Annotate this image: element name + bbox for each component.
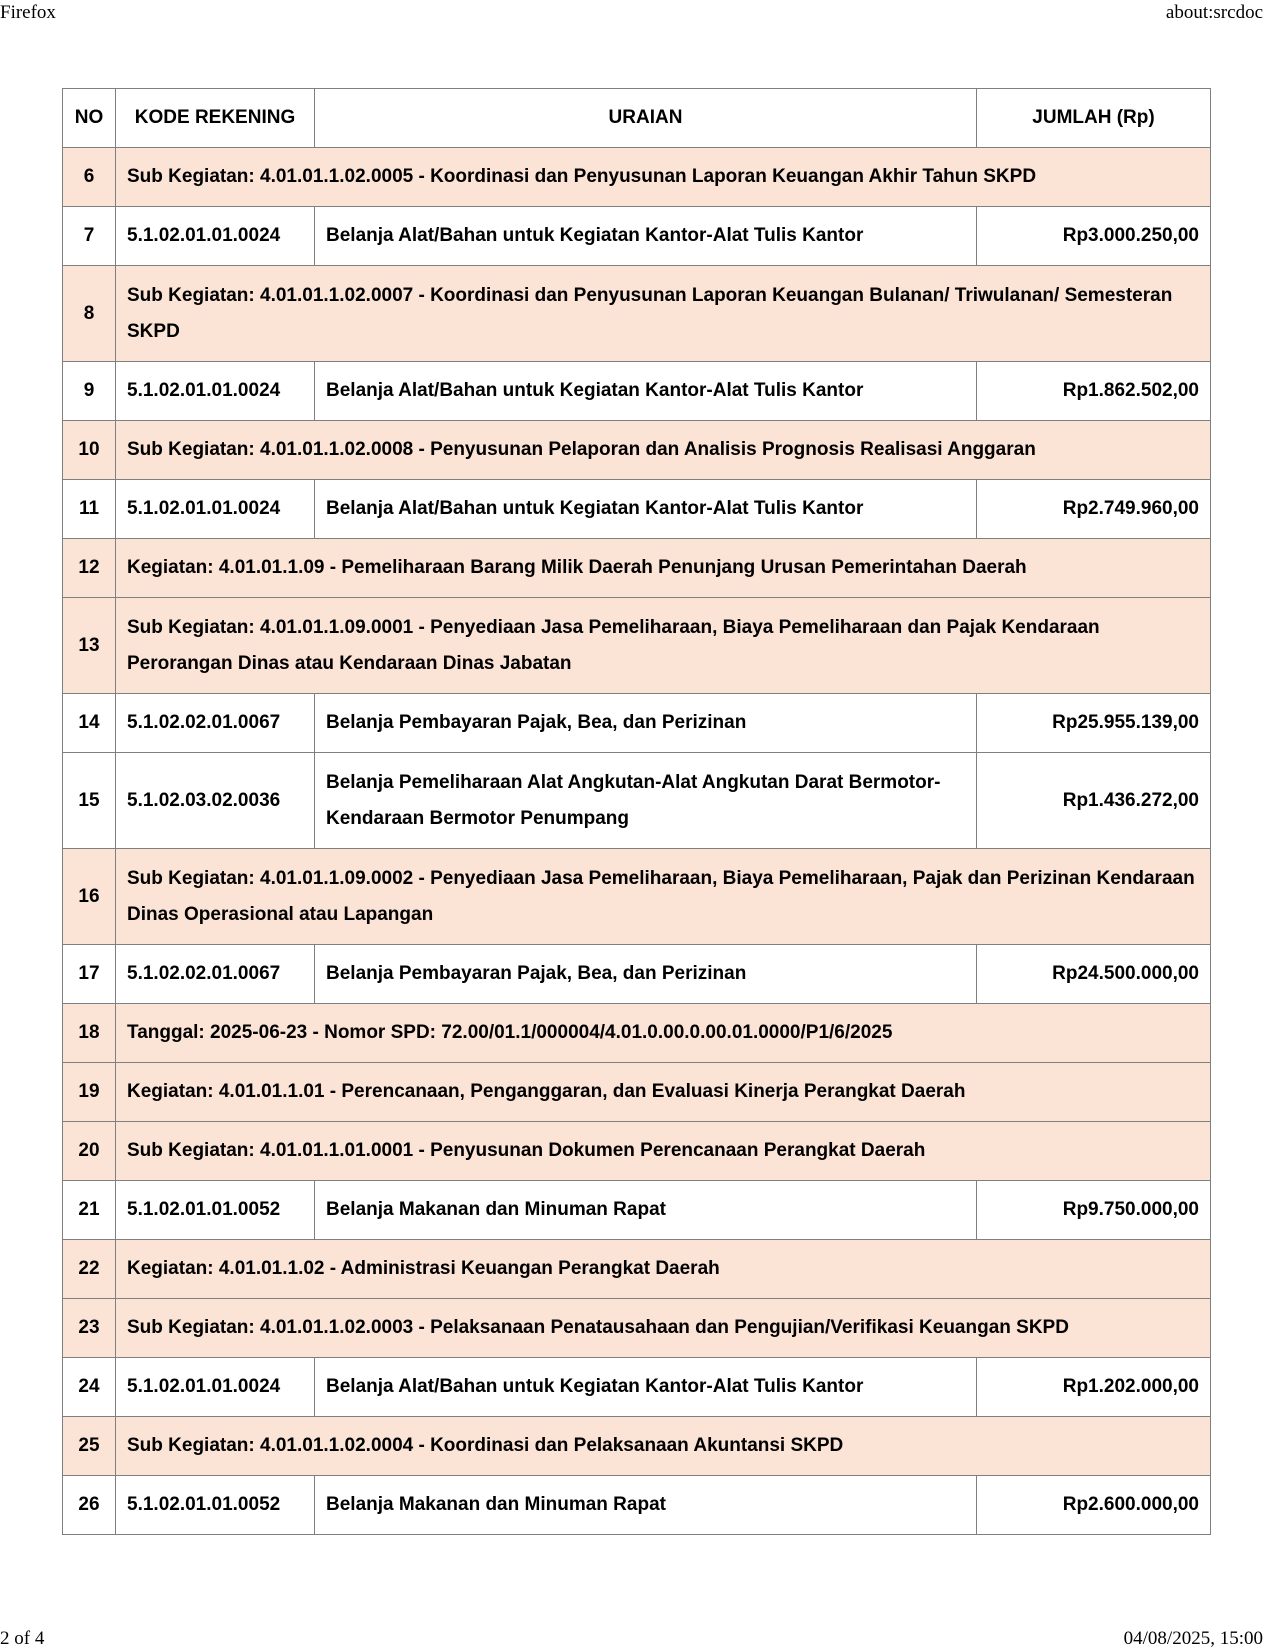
group-text: Kegiatan: 4.01.01.1.01 - Perencanaan, Penganggaran, dan Evaluasi Kinerja Perangkat Daerah: [116, 1063, 1211, 1122]
group-text: Sub Kegiatan: 4.01.01.1.09.0001 - Penyediaan Jasa Pemeliharaan, Biaya Pemeliharaan dan Pajak Kendaraan Perorangan Dinas atau Kendaraan Dinas Jabatan: [116, 598, 1211, 694]
kode-rekening: 5.1.02.02.01.0067: [116, 945, 315, 1004]
row-number: 7: [63, 207, 116, 266]
uraian: Belanja Makanan dan Minuman Rapat: [315, 1181, 977, 1240]
header-kode-rekening: KODE REKENING: [116, 89, 315, 148]
jumlah: Rp24.500.000,00: [977, 945, 1211, 1004]
header-uraian: URAIAN: [315, 89, 977, 148]
jumlah: Rp1.862.502,00: [977, 362, 1211, 421]
table-row-group: [63, 148, 1211, 207]
table-header-row: [63, 89, 1211, 148]
group-text: Sub Kegiatan: 4.01.01.1.02.0004 - Koordinasi dan Pelaksanaan Akuntansi SKPD: [116, 1417, 1211, 1476]
print-footer-page: 2 of 4: [0, 1628, 45, 1649]
row-number: 26: [63, 1476, 116, 1535]
row-number: 19: [63, 1063, 116, 1122]
uraian: Belanja Pembayaran Pajak, Bea, dan Perizinan: [315, 694, 977, 753]
group-text: Sub Kegiatan: 4.01.01.1.02.0005 - Koordinasi dan Penyusunan Laporan Keuangan Akhir Tahun SKPD: [116, 148, 1211, 207]
kode-rekening: 5.1.02.01.01.0024: [116, 480, 315, 539]
group-text: Sub Kegiatan: 4.01.01.1.02.0007 - Koordinasi dan Penyusunan Laporan Keuangan Bulanan/ Triwulanan/ Semesteran SKPD: [116, 266, 1211, 362]
table-row-group: [63, 1063, 1211, 1122]
row-number: 13: [63, 598, 116, 694]
group-text: Sub Kegiatan: 4.01.01.1.09.0002 - Penyediaan Jasa Pemeliharaan, Biaya Pemeliharaan, Pajak dan Perizinan Kendaraan Dinas Operasional atau Lapangan: [116, 849, 1211, 945]
group-text: Sub Kegiatan: 4.01.01.1.02.0008 - Penyusunan Pelaporan dan Analisis Prognosis Realisasi Anggaran: [116, 421, 1211, 480]
kode-rekening: 5.1.02.02.01.0067: [116, 694, 315, 753]
table-row-group: [63, 266, 1211, 362]
jumlah: Rp3.000.250,00: [977, 207, 1211, 266]
row-number: 16: [63, 849, 116, 945]
jumlah: Rp9.750.000,00: [977, 1181, 1211, 1240]
print-header-app: Firefox: [0, 2, 56, 23]
kode-rekening: 5.1.02.03.02.0036: [116, 753, 315, 849]
table-row-group: [63, 849, 1211, 945]
uraian: Belanja Alat/Bahan untuk Kegiatan Kantor-Alat Tulis Kantor: [315, 362, 977, 421]
jumlah: Rp1.202.000,00: [977, 1358, 1211, 1417]
table-row: [63, 207, 1211, 266]
row-number: 6: [63, 148, 116, 207]
table-row: [63, 753, 1211, 849]
table-row-group: [63, 421, 1211, 480]
group-text: Sub Kegiatan: 4.01.01.1.02.0003 - Pelaksanaan Penatausahaan dan Pengujian/Verifikasi Keuangan SKPD: [116, 1299, 1211, 1358]
jumlah: Rp25.955.139,00: [977, 694, 1211, 753]
spd-table: [62, 88, 1211, 1535]
table-row-group: [63, 1299, 1211, 1358]
table-row-group: [63, 598, 1211, 694]
row-number: 11: [63, 480, 116, 539]
table-row: [63, 362, 1211, 421]
header-no: NO: [63, 89, 116, 148]
uraian: Belanja Alat/Bahan untuk Kegiatan Kantor-Alat Tulis Kantor: [315, 207, 977, 266]
kode-rekening: 5.1.02.01.01.0024: [116, 362, 315, 421]
row-number: 21: [63, 1181, 116, 1240]
header-jumlah: JUMLAH (Rp): [977, 89, 1211, 148]
row-number: 25: [63, 1417, 116, 1476]
uraian: Belanja Pembayaran Pajak, Bea, dan Perizinan: [315, 945, 977, 1004]
table-row-group: [63, 539, 1211, 598]
table-row: [63, 480, 1211, 539]
uraian: Belanja Makanan dan Minuman Rapat: [315, 1476, 977, 1535]
print-header-url: about:srcdoc: [1165, 2, 1263, 23]
table-row: [63, 1476, 1211, 1535]
group-text: Kegiatan: 4.01.01.1.02 - Administrasi Keuangan Perangkat Daerah: [116, 1240, 1211, 1299]
table-row-group: [63, 1417, 1211, 1476]
uraian: Belanja Pemeliharaan Alat Angkutan-Alat Angkutan Darat Bermotor-Kendaraan Bermotor Penumpang: [315, 753, 977, 849]
table-row: [63, 1181, 1211, 1240]
kode-rekening: 5.1.02.01.01.0024: [116, 1358, 315, 1417]
kode-rekening: 5.1.02.01.01.0024: [116, 207, 315, 266]
table-row: [63, 694, 1211, 753]
row-number: 10: [63, 421, 116, 480]
table-row-group: [63, 1122, 1211, 1181]
group-text: Kegiatan: 4.01.01.1.09 - Pemeliharaan Barang Milik Daerah Penunjang Urusan Pemerintahan Daerah: [116, 539, 1211, 598]
row-number: 20: [63, 1122, 116, 1181]
jumlah: Rp1.436.272,00: [977, 753, 1211, 849]
uraian: Belanja Alat/Bahan untuk Kegiatan Kantor-Alat Tulis Kantor: [315, 1358, 977, 1417]
row-number: 15: [63, 753, 116, 849]
kode-rekening: 5.1.02.01.01.0052: [116, 1181, 315, 1240]
table-row: [63, 1358, 1211, 1417]
row-number: 22: [63, 1240, 116, 1299]
kode-rekening: 5.1.02.01.01.0052: [116, 1476, 315, 1535]
row-number: 17: [63, 945, 116, 1004]
uraian: Belanja Alat/Bahan untuk Kegiatan Kantor-Alat Tulis Kantor: [315, 480, 977, 539]
print-footer-datetime: 04/08/2025, 15:00: [1123, 1628, 1263, 1649]
row-number: 23: [63, 1299, 116, 1358]
table-row-group: [63, 1004, 1211, 1063]
jumlah: Rp2.749.960,00: [977, 480, 1211, 539]
group-text: Tanggal: 2025-06-23 - Nomor SPD: 72.00/01.1/000004/4.01.0.00.0.00.01.0000/P1/6/2025: [116, 1004, 1211, 1063]
row-number: 18: [63, 1004, 116, 1063]
group-text: Sub Kegiatan: 4.01.01.1.01.0001 - Penyusunan Dokumen Perencanaan Perangkat Daerah: [116, 1122, 1211, 1181]
table-row: [63, 945, 1211, 1004]
jumlah: Rp2.600.000,00: [977, 1476, 1211, 1535]
row-number: 8: [63, 266, 116, 362]
row-number: 9: [63, 362, 116, 421]
row-number: 12: [63, 539, 116, 598]
row-number: 24: [63, 1358, 116, 1417]
table-row-group: [63, 1240, 1211, 1299]
row-number: 14: [63, 694, 116, 753]
